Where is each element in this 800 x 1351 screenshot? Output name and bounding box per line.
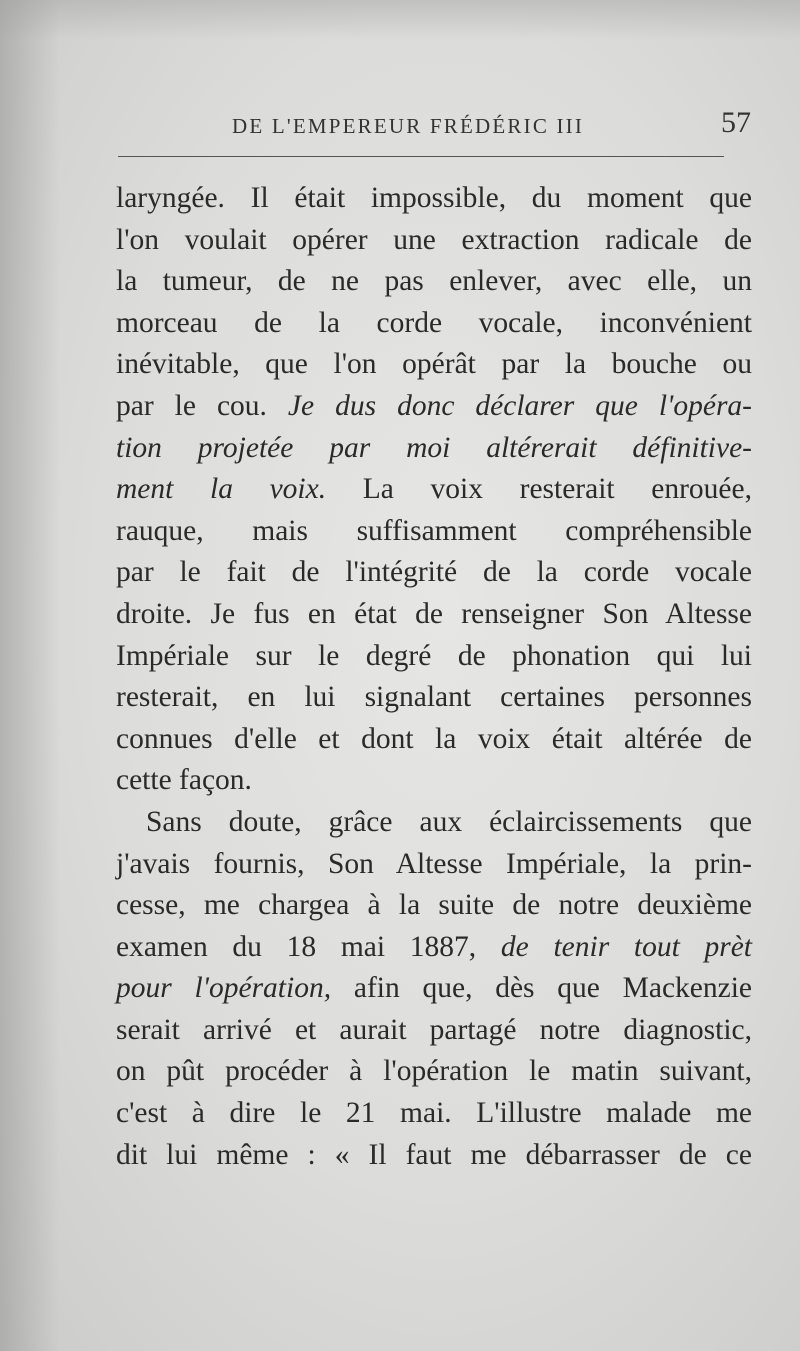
text-line: rauque, mais suffisamment compréhensible [116,514,752,547]
italic-segment: pour l'opération, [116,972,332,1005]
text-line [116,428,752,470]
text-line: inévitable, que l'on opérât par la bouche ou [116,348,752,381]
text-line: Sans doute, grâce aux éclaircissements que [146,805,752,838]
page-top-shadow [0,0,800,40]
text-segment: afin que, dès que Mackenzie [353,972,753,1005]
italic-segment: de tenir tout prèt [500,930,753,963]
text-line: laryngée. Il était impossible, du moment que [116,182,752,214]
text-line: dit lui même : « Il faut me débarrasser de ce [116,1138,752,1171]
text-line: resterait, en lui signalant certaines personnes [116,681,752,714]
text-line: cette façon. [116,764,252,797]
text-line [116,927,752,969]
body-text [116,178,752,1176]
text-line [116,968,752,1010]
text-line: cesse, me chargea à la suite de notre deuxième [116,889,752,922]
text-line [116,386,752,428]
text-segment: examen du 18 mai 1887, [116,930,477,963]
italic-segment: ment la voix. [116,473,327,506]
text-segment: par le cou. [116,389,267,422]
text-segment: La voix resterait enrouée, [362,473,752,506]
text-line: par le fait de l'intégrité de la corde vocale [116,556,752,589]
running-head: DE L'EMPEREUR FRÉDÉRIC III [232,114,585,138]
text-line: serait arrivé et aurait partagé notre diagnostic, [116,1013,752,1046]
text-line: la tumeur, de ne pas enlever, avec elle, un [116,265,752,298]
italic-segment: Je dus donc déclarer que l'opéra- [287,389,752,422]
text-line: morceau de la corde vocale, inconvénient [116,306,752,339]
text-line: Impériale sur le degré de phonation qui lui [116,639,752,672]
text-line: droite. Je fus en état de renseigner Son Altesse [116,597,752,630]
text-line: connues d'elle et dont la voix était altérée de [116,722,752,755]
text-line: j'avais fournis, Son Altesse Impériale, la prin- [116,847,752,880]
header-rule [118,156,724,157]
text-line: l'on voulait opérer une extraction radicale de [116,223,752,256]
italic-segment: tion projetée par moi altérerait définitive- [116,431,752,464]
text-line: on pût procéder à l'opération le matin suivant, [116,1055,752,1088]
page-number: 57 [721,106,751,139]
page-edge-shadow [0,0,60,1351]
text-line [116,469,752,511]
text-line: c'est à dire le 21 mai. L'illustre malade me [116,1097,752,1130]
